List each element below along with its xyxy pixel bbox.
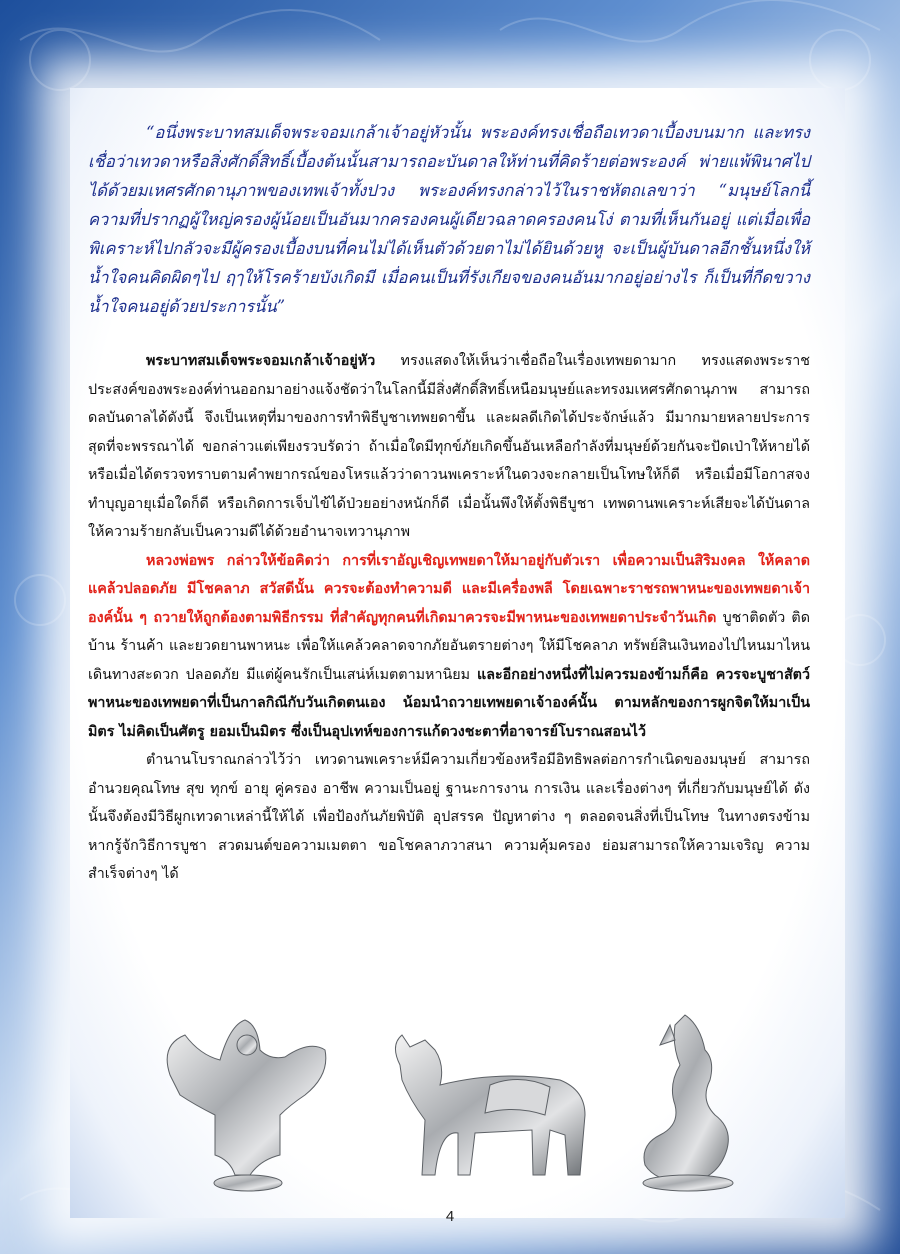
paragraph-2-red: หลวงพ่อพร กล่าวให้ข้อคิดว่า การที่เราอัญเชิญเทพยดาให้มาอยู่กับตัวเรา เพื่อความเป็นสิริมงคล ให้คลาดแคล้วปลอดภัย มีโชคลาภ สวัสดีนั้น ควรจะต้องทำความดี และมีเครื่องพลี โดยเฉพาะราชรถพาหนะของเทพยดาเจ้าองค์นั้น ๆ ถวายให้ถูกต้องตามพิธีกรรม ที่สำคัญทุกคนที่เกิดมาควรจะมีพาหนะของเทพยดาประจำวันเกิด	[88, 552, 810, 626]
paragraph-1-text: ทรงแสดงให้เห็นว่าเชื่อถือในเรื่องเทพยดามาก ทรงแสดงพระราชประสงค์ของพระองค์ท่านออกมาอย่างแจ้งชัดว่าในโลกนี้มีสิ่งศักดิ์สิทธิ์เหนือมนุษย์และทรงมเหศรศักดานุภาพ สามารถดลบันดาลได้ดังนี้ จึงเป็นเหตุที่มาของการทำพิธีบูชาเทพยดาขึ้น และผลดีเกิดได้ประจักษ์แล้ว มีมากมายหลายประการ สุดที่จะพรรณาได้ ขอกล่าวแต่เพียงรวบรัดว่า ถ้าเมื่อใดมีทุกข์ภัยเกิดขึ้นอันเหลือกำลังที่มนุษย์ด้วยกันจะปัดเป่าให้หายได้ หรือเมื่อได้ตรวจทราบตามคำพยากรณ์ของโหรแล้วว่าดาวนพเคราะห์ในดวงจะกลายเป็นโทษให้ก็ดี หรือเมื่อมีโอกาสจงทำบุญอายุเมื่อใดก็ดี หรือเกิดการเจ็บไข้ได้ป่วยอย่างหนักก็ดี เมื่อนั้นพึงให้ตั้งพิธีบูชา เทพดานพเคราะห์เสียจะได้บันดาลให้ความร้ายกลับเป็นความดีได้ด้วยอำนาจเทวานุภาพ	[88, 353, 810, 540]
royal-quote: “อนึ่งพระบาทสมเด็จพระจอมเกล้าเจ้าอยู่หัวนั้น พระองค์ทรงเชื่อถือเทวดาเบื้องบนมาก และทรงเชื่อว่าเทวดาหรือสิ่งศักดิ์สิทธิ์เบื้องต้นนั้นสามารถอะบันดาลให้ท่านที่คิดร้ายต่อพระองค์ พ่ายแพ้พินาศไปได้ด้วยมเหศรศักดานุภาพของเทพเจ้าทั้งปวง พระองค์ทรงกล่าวไว้ในราชหัตถเลขาว่า “มนุษย์โลกนี้ความที่ปรากฏผู้ใหญ่ครองผู้น้อยเป็นอันมากครองคนผู้เดียวฉลาดครองคนโง่ ตามที่เห็นกันอยู่ แต่เมื่อเพื่อพิเคราะห์ไปกลัวจะมีผู้ครองเบื้องบนที่คนไม่ได้เห็นตัวด้วยตาไม่ได้ยินด้วยหู จะเป็นผู้บันดาลอีกชั้นหนึ่งให้น้ำใจคนคิดผิดๆไป ฤๅให้โรคร้ายบังเกิดมี เมื่อคนเป็นที่รังเกียจของคนอันมากอยู่อย่างไร ก็เป็นที่กีดขวางน้ำใจคนอยู่ด้วยประการนั้น”	[88, 123, 810, 316]
paragraph-2	[88, 547, 810, 747]
page-content	[88, 118, 810, 889]
paragraph-2-text: บูชาติดตัว ติดบ้าน ร้านค้า และยวดยานพาหนะ เพื่อให้แคล้วคลาดจากภัยอันตรายต่างๆ ให้มีโชคลาภ ทรัพย์สินเงินทองไปไหนมาไหนเดินทางสะดวก ปลอดภัย มีแต่ผู้คนรักเป็นเสน่ห์เมตตามหานิยม	[88, 609, 810, 683]
paragraph-1	[88, 347, 810, 547]
garuda-amulet-icon	[167, 1020, 326, 1191]
naga-amulet-icon	[643, 1015, 733, 1191]
page-number: 4	[445, 1208, 455, 1225]
paragraph-1-lead: พระบาทสมเด็จพระจอมเกล้าเจ้าอยู่หัว	[146, 353, 376, 369]
paragraph-2-bold: และอีกอย่างหนึ่งที่ไม่ควรมองข้ามก็คือ ควรจะบูชาสัตว์พาหนะของเทพยดาที่เป็นกาลกิณีกับวันเกิดตนเอง น้อมนำถวายเทพยดาเจ้าองค์นั้น ตามหลักของการผูกจิตให้มาเป็นมิตร ไม่คิดเป็นศัตรู ยอมเป็นมิตร ซึ่งเป็นอุปเทห์ของการแก้ดวงชะตาที่อาจารย์โบราณสอนไว้	[88, 666, 810, 740]
amulet-figures	[140, 1005, 760, 1195]
paragraph-3: ตำนานโบราณกล่าวไว้ว่า เทวดานพเคราะห์มีความเกี่ยวข้องหรือมีอิทธิพลต่อการกำเนิดของมนุษย์ สามารถอำนวยคุณโทษ สุข ทุกข์ อายุ คู่ครอง อาชีพ ความเป็นอยู่ ฐานะการงาน การเงิน และเรื่องต่างๆ ที่เกี่ยวกับมนุษย์ได้ ดังนั้นจึงต้องมีวิธีผูกเทวดาเหล่านี้ให้ได้ เพื่อป้องกันภัยพิบัติ อุปสรรค ปัญหาต่าง ๆ ตลอดจนสิ่งที่เป็นโทษ ในทางตรงข้าม หากรู้จักวิธีการบูชา สวดมนต์ขอความเมตตา ขอโชคลาภวาสนา ความคุ้มครอง ย่อมสามารถให้ความเจริญ ความสำเร็จต่างๆ ได้	[88, 752, 810, 882]
bull-amulet-icon	[395, 1035, 585, 1175]
